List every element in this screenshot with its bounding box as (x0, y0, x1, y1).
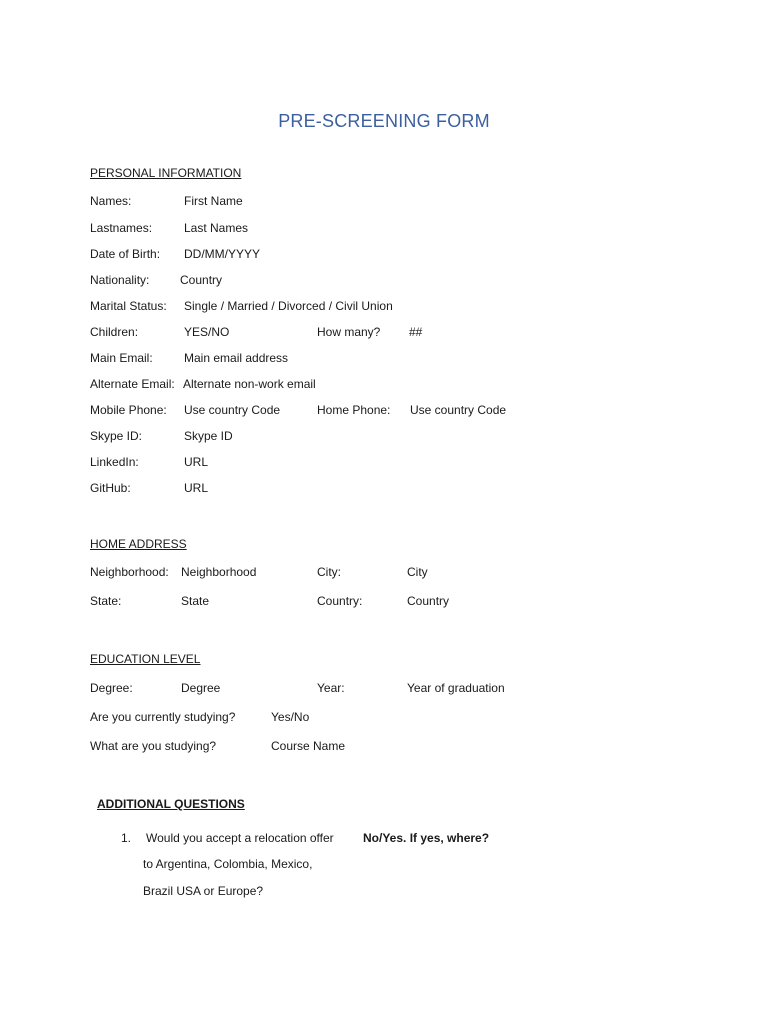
alternate-email-field[interactable]: Alternate non-work email (183, 377, 316, 391)
github-field[interactable]: URL (184, 481, 209, 495)
neighborhood-label: Neighborhood: (90, 565, 169, 579)
state-label: State: (90, 594, 122, 608)
question-number: 1. (121, 831, 132, 845)
date-of-birth-label: Date of Birth: (90, 247, 161, 261)
city-label: City: (317, 565, 341, 579)
degree-label: Degree: (90, 681, 133, 695)
lastnames-label: Lastnames: (90, 221, 153, 235)
date-of-birth-field[interactable]: DD/MM/YYYY (184, 247, 261, 261)
home-phone-label: Home Phone: (317, 403, 391, 417)
degree-field[interactable]: Degree (181, 681, 221, 695)
skype-id-label: Skype ID: (90, 429, 143, 443)
year-field[interactable]: Year of graduation (407, 681, 505, 695)
nationality-label: Nationality: (90, 273, 150, 287)
linkedin-label: LinkedIn: (90, 455, 139, 469)
relocation-question-line-2: to Argentina, Colombia, Mexico, (143, 857, 313, 871)
neighborhood-field[interactable]: Neighborhood (181, 565, 257, 579)
alternate-email-label: Alternate Email: (90, 377, 175, 391)
country-field[interactable]: Country (407, 594, 450, 608)
year-label: Year: (317, 681, 345, 695)
children-field[interactable]: YES/NO (184, 325, 230, 339)
skype-id-field[interactable]: Skype ID (184, 429, 233, 443)
mobile-phone-field[interactable]: Use country Code (184, 403, 281, 417)
mobile-phone-label: Mobile Phone: (90, 403, 167, 417)
home-phone-field[interactable]: Use country Code (410, 403, 507, 417)
names-label: Names: (90, 194, 132, 208)
personal-information-heading: PERSONAL INFORMATION (90, 166, 242, 180)
currently-studying-label: Are you currently studying? (90, 710, 236, 724)
relocation-question-line-3: Brazil USA or Europe? (143, 884, 264, 898)
github-label: GitHub: (90, 481, 131, 495)
what-studying-field[interactable]: Course Name (271, 739, 346, 753)
nationality-field[interactable]: Country (180, 273, 223, 287)
how-many-field[interactable]: ## (409, 325, 423, 339)
additional-questions-heading: ADDITIONAL QUESTIONS (97, 797, 245, 811)
main-email-label: Main Email: (90, 351, 153, 365)
names-field[interactable]: First Name (184, 194, 243, 208)
how-many-label: How many? (317, 325, 381, 339)
marital-status-field[interactable]: Single / Married / Divorced / Civil Union (184, 299, 393, 313)
lastnames-field[interactable]: Last Names (184, 221, 249, 235)
relocation-question-line-1: Would you accept a relocation offer (146, 831, 334, 845)
main-email-field[interactable]: Main email address (184, 351, 289, 365)
children-label: Children: (90, 325, 139, 339)
education-level-heading: EDUCATION LEVEL (90, 652, 201, 666)
home-address-heading: HOME ADDRESS (90, 537, 187, 551)
relocation-answer-field[interactable]: No/Yes. If yes, where? (363, 831, 490, 845)
marital-status-label: Marital Status: (90, 299, 167, 313)
state-field[interactable]: State (181, 594, 210, 608)
country-label: Country: (317, 594, 363, 608)
what-studying-label: What are you studying? (90, 739, 217, 753)
form-title: PRE-SCREENING FORM (278, 111, 490, 131)
linkedin-field[interactable]: URL (184, 455, 209, 469)
currently-studying-field[interactable]: Yes/No (271, 710, 310, 724)
city-field[interactable]: City (407, 565, 428, 579)
